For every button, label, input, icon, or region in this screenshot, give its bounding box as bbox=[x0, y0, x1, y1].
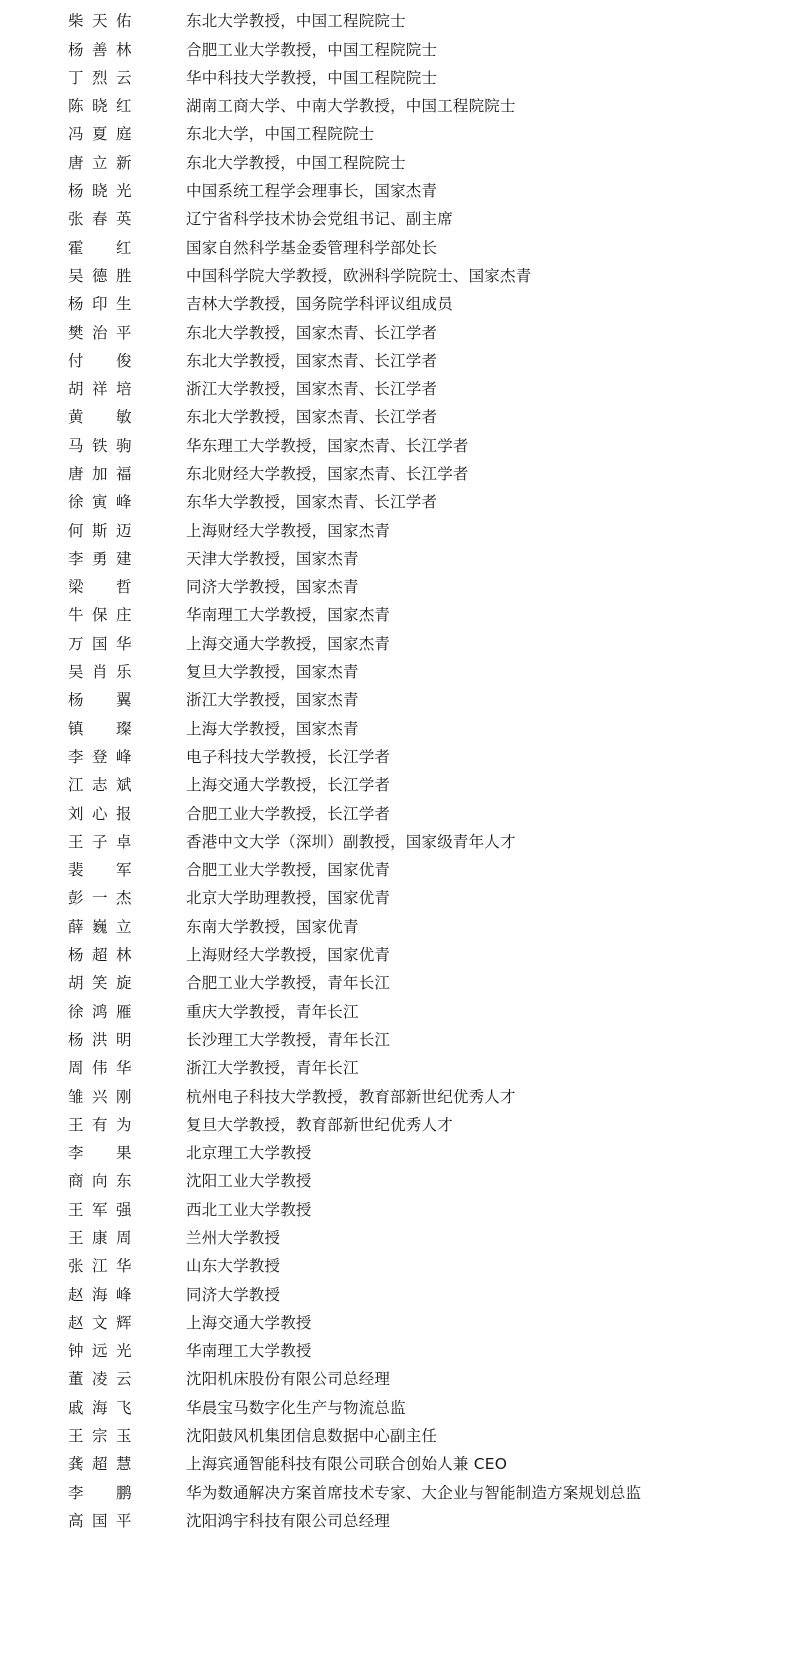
table-row bbox=[0, 1027, 799, 1055]
person-title-cell bbox=[186, 291, 799, 319]
person-name-cell bbox=[0, 829, 186, 857]
person-title: 上海交通大学教授 bbox=[186, 1313, 312, 1332]
table-row bbox=[0, 149, 799, 177]
person-name-cell bbox=[0, 234, 186, 262]
person-name-cell bbox=[0, 178, 186, 206]
person-name: 裴 军 bbox=[68, 861, 132, 880]
person-title-cell bbox=[186, 461, 799, 489]
person-name-cell bbox=[0, 1338, 186, 1366]
table-row bbox=[0, 517, 799, 545]
person-name: 刘心报 bbox=[68, 804, 132, 823]
person-title-cell bbox=[186, 1027, 799, 1055]
person-title: 同济大学教授 bbox=[186, 1285, 281, 1304]
person-name: 薛巍立 bbox=[68, 917, 132, 936]
person-title: 上海交通大学教授，长江学者 bbox=[186, 776, 391, 795]
table-row bbox=[0, 1366, 799, 1394]
person-name-cell bbox=[0, 517, 186, 545]
person-title-cell bbox=[186, 1225, 799, 1253]
table-row bbox=[0, 1140, 799, 1168]
person-title: 华南理工大学教授，国家杰青 bbox=[186, 606, 391, 625]
person-title: 东北大学教授，中国工程院院士 bbox=[186, 12, 406, 31]
person-title-cell bbox=[186, 404, 799, 432]
person-name: 张江华 bbox=[68, 1257, 132, 1276]
person-name: 胡祥培 bbox=[68, 380, 132, 399]
person-name: 万国华 bbox=[68, 634, 132, 653]
person-name-cell bbox=[0, 1083, 186, 1111]
table-row bbox=[0, 93, 799, 121]
person-title-cell bbox=[186, 206, 799, 234]
table-row bbox=[0, 602, 799, 630]
table-row bbox=[0, 1508, 799, 1536]
table-row bbox=[0, 546, 799, 574]
table-row bbox=[0, 744, 799, 772]
table-row bbox=[0, 1310, 799, 1338]
person-name-cell bbox=[0, 376, 186, 404]
person-title-cell bbox=[186, 1366, 799, 1394]
person-title-cell bbox=[186, 744, 799, 772]
person-title: 中国系统工程学会理事长，国家杰青 bbox=[186, 182, 438, 201]
person-name: 江志斌 bbox=[68, 776, 132, 795]
person-name: 何斯迈 bbox=[68, 521, 132, 540]
table-row bbox=[0, 461, 799, 489]
person-title-cell bbox=[186, 800, 799, 828]
person-title-cell bbox=[186, 1451, 799, 1479]
person-title-cell bbox=[186, 489, 799, 517]
person-name-cell bbox=[0, 998, 186, 1026]
person-name-cell bbox=[0, 348, 186, 376]
person-title-cell bbox=[186, 715, 799, 743]
person-title-cell bbox=[186, 517, 799, 545]
table-row bbox=[0, 1253, 799, 1281]
table-row bbox=[0, 1395, 799, 1423]
person-name-cell bbox=[0, 1140, 186, 1168]
table-row bbox=[0, 1281, 799, 1309]
table-row bbox=[0, 885, 799, 913]
person-name: 雏兴刚 bbox=[68, 1087, 132, 1106]
table-row bbox=[0, 1451, 799, 1479]
person-title: 山东大学教授 bbox=[186, 1257, 281, 1276]
person-name-cell bbox=[0, 319, 186, 347]
person-name-cell bbox=[0, 631, 186, 659]
person-title: 天津大学教授，国家杰青 bbox=[186, 549, 359, 568]
person-title-cell bbox=[186, 149, 799, 177]
person-name-cell bbox=[0, 1451, 186, 1479]
person-title-cell bbox=[186, 970, 799, 998]
person-title-cell bbox=[186, 857, 799, 885]
person-name: 商向东 bbox=[68, 1172, 132, 1191]
person-title: 东华大学教授，国家杰青、长江学者 bbox=[186, 493, 438, 512]
person-name: 杨超林 bbox=[68, 946, 132, 965]
person-name: 徐寅峰 bbox=[68, 493, 132, 512]
person-title: 合肥工业大学教授，青年长江 bbox=[186, 974, 391, 993]
table-row bbox=[0, 970, 799, 998]
person-name: 赵海峰 bbox=[68, 1285, 132, 1304]
person-name: 李登峰 bbox=[68, 747, 132, 766]
table-row bbox=[0, 772, 799, 800]
person-name: 梁 哲 bbox=[68, 578, 132, 597]
person-name-cell bbox=[0, 1395, 186, 1423]
table-row bbox=[0, 659, 799, 687]
person-name-cell bbox=[0, 1310, 186, 1338]
person-title-cell bbox=[186, 234, 799, 262]
roster-table-body bbox=[0, 8, 799, 1536]
person-title-cell bbox=[186, 1196, 799, 1224]
person-name: 吴肖乐 bbox=[68, 663, 132, 682]
table-row bbox=[0, 857, 799, 885]
person-title: 兰州大学教授 bbox=[186, 1229, 281, 1247]
person-name: 马铁驹 bbox=[68, 436, 132, 455]
person-name-cell bbox=[0, 1423, 186, 1451]
person-title: 浙江大学教授，国家杰青 bbox=[186, 691, 359, 710]
table-row bbox=[0, 1083, 799, 1111]
person-title: 杭州电子科技大学教授，教育部新世纪优秀人才 bbox=[186, 1087, 516, 1106]
person-title-cell bbox=[186, 885, 799, 913]
person-title-cell bbox=[186, 263, 799, 291]
person-title: 辽宁省科学技术协会党组书记、副主席 bbox=[186, 210, 453, 229]
person-name-cell bbox=[0, 885, 186, 913]
table-row bbox=[0, 631, 799, 659]
person-title-cell bbox=[186, 178, 799, 206]
person-title-cell bbox=[186, 1479, 799, 1507]
table-row bbox=[0, 1423, 799, 1451]
person-title-cell bbox=[186, 1395, 799, 1423]
person-title-cell bbox=[186, 348, 799, 376]
person-name: 徐鸿雁 bbox=[68, 1002, 132, 1021]
table-row bbox=[0, 432, 799, 460]
person-name-cell bbox=[0, 121, 186, 149]
person-name: 丁烈云 bbox=[68, 68, 132, 87]
person-title-cell bbox=[186, 1055, 799, 1083]
person-name-cell bbox=[0, 970, 186, 998]
person-title: 东北大学教授，国家杰青、长江学者 bbox=[186, 323, 438, 342]
table-row bbox=[0, 942, 799, 970]
person-title-cell bbox=[186, 914, 799, 942]
person-title: 国家自然科学基金委管理科学部处长 bbox=[186, 238, 438, 257]
table-row bbox=[0, 574, 799, 602]
person-name-cell bbox=[0, 1366, 186, 1394]
person-title-cell bbox=[186, 942, 799, 970]
person-name-cell bbox=[0, 1225, 186, 1253]
person-name: 赵文辉 bbox=[68, 1313, 132, 1332]
table-row bbox=[0, 1338, 799, 1366]
person-name: 高国平 bbox=[68, 1511, 132, 1530]
person-name-cell bbox=[0, 715, 186, 743]
table-row bbox=[0, 687, 799, 715]
person-title-cell bbox=[186, 631, 799, 659]
table-row bbox=[0, 36, 799, 64]
person-name: 王宗玉 bbox=[68, 1427, 132, 1446]
person-name-cell bbox=[0, 432, 186, 460]
person-name: 陈晓红 bbox=[68, 97, 132, 116]
person-name-cell bbox=[0, 65, 186, 93]
person-name-cell bbox=[0, 744, 186, 772]
person-title-cell bbox=[186, 65, 799, 93]
person-title: 复旦大学教授，教育部新世纪优秀人才 bbox=[186, 1115, 453, 1134]
person-title-cell bbox=[186, 772, 799, 800]
table-row bbox=[0, 1479, 799, 1507]
person-name: 樊治平 bbox=[68, 323, 132, 342]
person-name-cell bbox=[0, 687, 186, 715]
person-name: 戚海飞 bbox=[68, 1398, 132, 1417]
person-name-cell bbox=[0, 8, 186, 36]
person-name: 杨洪明 bbox=[68, 1030, 132, 1049]
person-name-cell bbox=[0, 602, 186, 630]
person-name: 镇 璨 bbox=[68, 719, 132, 738]
table-row bbox=[0, 1225, 799, 1253]
person-title: 东北大学，中国工程院院士 bbox=[186, 125, 375, 144]
person-title-cell bbox=[186, 687, 799, 715]
person-name: 杨善林 bbox=[68, 40, 132, 59]
person-name-cell bbox=[0, 772, 186, 800]
person-name-cell bbox=[0, 914, 186, 942]
person-name-cell bbox=[0, 574, 186, 602]
person-name: 李勇建 bbox=[68, 549, 132, 568]
person-title: 东北大学教授，国家杰青、长江学者 bbox=[186, 351, 438, 370]
person-title: 上海财经大学教授，国家杰青 bbox=[186, 521, 391, 540]
table-row bbox=[0, 998, 799, 1026]
person-title-cell bbox=[186, 574, 799, 602]
person-name-cell bbox=[0, 149, 186, 177]
person-name: 李 鹏 bbox=[68, 1483, 132, 1502]
person-name-cell bbox=[0, 1479, 186, 1507]
person-title: 上海宾通智能科技有限公司联合创始人兼 CEO bbox=[186, 1455, 508, 1474]
table-row bbox=[0, 65, 799, 93]
person-name: 董凌云 bbox=[68, 1370, 132, 1389]
person-name-cell bbox=[0, 291, 186, 319]
person-title: 东北财经大学教授，国家杰青、长江学者 bbox=[186, 464, 469, 483]
person-name-cell bbox=[0, 800, 186, 828]
table-row bbox=[0, 178, 799, 206]
person-title-cell bbox=[186, 1083, 799, 1111]
person-title: 沈阳机床股份有限公司总经理 bbox=[186, 1370, 391, 1389]
person-title: 浙江大学教授，青年长江 bbox=[186, 1059, 359, 1078]
person-name: 王有为 bbox=[68, 1115, 132, 1134]
person-title-cell bbox=[186, 376, 799, 404]
person-title: 浙江大学教授，国家杰青、长江学者 bbox=[186, 380, 438, 399]
person-name-cell bbox=[0, 1196, 186, 1224]
person-title: 上海财经大学教授，国家优青 bbox=[186, 946, 391, 965]
person-title: 中国科学院大学教授，欧洲科学院院士、国家杰青 bbox=[186, 266, 532, 285]
person-name-cell bbox=[0, 659, 186, 687]
person-title-cell bbox=[186, 1310, 799, 1338]
person-title: 香港中文大学（深圳）副教授，国家级青年人才 bbox=[186, 832, 516, 851]
person-title: 上海大学教授，国家杰青 bbox=[186, 719, 359, 738]
person-title-cell bbox=[186, 1508, 799, 1536]
table-row bbox=[0, 715, 799, 743]
person-title-cell bbox=[186, 1112, 799, 1140]
table-row bbox=[0, 1112, 799, 1140]
table-row bbox=[0, 1055, 799, 1083]
person-name: 冯夏庭 bbox=[68, 125, 132, 144]
table-row bbox=[0, 489, 799, 517]
person-name: 龚超慧 bbox=[68, 1455, 132, 1474]
person-title: 沈阳鸿宇科技有限公司总经理 bbox=[186, 1511, 391, 1530]
person-name-cell bbox=[0, 857, 186, 885]
person-title: 上海交通大学教授，国家杰青 bbox=[186, 634, 391, 653]
person-title: 合肥工业大学教授，中国工程院院士 bbox=[186, 40, 438, 59]
person-name: 杨印生 bbox=[68, 295, 132, 314]
person-title-cell bbox=[186, 93, 799, 121]
roster-table bbox=[0, 8, 799, 1536]
person-name-cell bbox=[0, 1168, 186, 1196]
person-title: 东北大学教授，中国工程院院士 bbox=[186, 153, 406, 172]
person-name-cell bbox=[0, 942, 186, 970]
person-title: 东南大学教授，国家优青 bbox=[186, 917, 359, 936]
person-name: 霍 红 bbox=[68, 238, 132, 257]
table-row bbox=[0, 8, 799, 36]
table-row bbox=[0, 914, 799, 942]
person-title-cell bbox=[186, 8, 799, 36]
person-name-cell bbox=[0, 1027, 186, 1055]
table-row bbox=[0, 121, 799, 149]
person-title: 华中科技大学教授，中国工程院院士 bbox=[186, 68, 438, 87]
person-name: 王子卓 bbox=[68, 832, 132, 851]
person-title: 重庆大学教授，青年长江 bbox=[186, 1002, 359, 1021]
person-title: 合肥工业大学教授，长江学者 bbox=[186, 804, 391, 823]
person-name: 吴德胜 bbox=[68, 266, 132, 285]
person-title: 沈阳工业大学教授 bbox=[186, 1172, 312, 1191]
table-row bbox=[0, 1196, 799, 1224]
person-name: 张春英 bbox=[68, 210, 132, 229]
person-title-cell bbox=[186, 1423, 799, 1451]
person-name: 唐立新 bbox=[68, 153, 132, 172]
person-name: 黄 敏 bbox=[68, 408, 132, 427]
person-title: 北京大学助理教授，国家优青 bbox=[186, 889, 391, 908]
person-name-cell bbox=[0, 1055, 186, 1083]
person-title-cell bbox=[186, 602, 799, 630]
person-name: 彭一杰 bbox=[68, 889, 132, 908]
person-name-cell bbox=[0, 93, 186, 121]
person-title-cell bbox=[186, 1253, 799, 1281]
person-title: 沈阳鼓风机集团信息数据中心副主任 bbox=[186, 1427, 438, 1446]
person-title-cell bbox=[186, 659, 799, 687]
person-name-cell bbox=[0, 404, 186, 432]
person-name-cell bbox=[0, 1508, 186, 1536]
person-title-cell bbox=[186, 998, 799, 1026]
person-name-cell bbox=[0, 1112, 186, 1140]
table-row bbox=[0, 291, 799, 319]
person-title: 华南理工大学教授 bbox=[186, 1342, 312, 1361]
person-title: 北京理工大学教授 bbox=[186, 1144, 312, 1163]
person-name-cell bbox=[0, 263, 186, 291]
person-name: 杨晓光 bbox=[68, 182, 132, 201]
table-row bbox=[0, 829, 799, 857]
person-name: 柴天佑 bbox=[68, 12, 132, 31]
person-name: 王康周 bbox=[68, 1229, 132, 1247]
person-name-cell bbox=[0, 461, 186, 489]
person-name: 胡笑旋 bbox=[68, 974, 132, 993]
table-row bbox=[0, 234, 799, 262]
person-name-cell bbox=[0, 1281, 186, 1309]
person-name: 钟远光 bbox=[68, 1342, 132, 1361]
person-name-cell bbox=[0, 36, 186, 64]
person-name: 唐加福 bbox=[68, 464, 132, 483]
table-row bbox=[0, 319, 799, 347]
table-row bbox=[0, 1168, 799, 1196]
person-title: 东北大学教授，国家杰青、长江学者 bbox=[186, 408, 438, 427]
table-row bbox=[0, 206, 799, 234]
person-name-cell bbox=[0, 206, 186, 234]
person-title-cell bbox=[186, 1140, 799, 1168]
person-title: 复旦大学教授，国家杰青 bbox=[186, 663, 359, 682]
person-title-cell bbox=[186, 546, 799, 574]
person-name: 李 果 bbox=[68, 1144, 132, 1163]
table-row bbox=[0, 263, 799, 291]
person-title: 西北工业大学教授 bbox=[186, 1200, 312, 1219]
person-title: 长沙理工大学教授，青年长江 bbox=[186, 1030, 391, 1049]
person-title: 合肥工业大学教授，国家优青 bbox=[186, 861, 391, 880]
table-row bbox=[0, 800, 799, 828]
person-title-cell bbox=[186, 1338, 799, 1366]
person-title: 华晨宝马数字化生产与物流总监 bbox=[186, 1398, 406, 1417]
person-title: 吉林大学教授，国务院学科评议组成员 bbox=[186, 295, 453, 314]
person-title-cell bbox=[186, 432, 799, 460]
person-title-cell bbox=[186, 36, 799, 64]
person-title: 湖南工商大学、中南大学教授，中国工程院院士 bbox=[186, 97, 516, 116]
person-title: 华东理工大学教授，国家杰青、长江学者 bbox=[186, 436, 469, 455]
person-name-cell bbox=[0, 1253, 186, 1281]
person-title: 电子科技大学教授，长江学者 bbox=[186, 747, 391, 766]
person-name-cell bbox=[0, 489, 186, 517]
person-name: 付 俊 bbox=[68, 351, 132, 370]
person-name: 杨 翼 bbox=[68, 691, 132, 710]
person-title-cell bbox=[186, 829, 799, 857]
person-name: 牛保庄 bbox=[68, 606, 132, 625]
person-name-cell bbox=[0, 546, 186, 574]
person-name: 王军强 bbox=[68, 1200, 132, 1219]
table-row bbox=[0, 376, 799, 404]
person-title-cell bbox=[186, 319, 799, 347]
person-title-cell bbox=[186, 1281, 799, 1309]
person-title: 同济大学教授，国家杰青 bbox=[186, 578, 359, 597]
table-row bbox=[0, 348, 799, 376]
person-title-cell bbox=[186, 121, 799, 149]
person-title-cell bbox=[186, 1168, 799, 1196]
person-title: 华为数通解决方案首席技术专家、大企业与智能制造方案规划总监 bbox=[186, 1483, 642, 1502]
person-name: 周伟华 bbox=[68, 1059, 132, 1078]
table-row bbox=[0, 404, 799, 432]
